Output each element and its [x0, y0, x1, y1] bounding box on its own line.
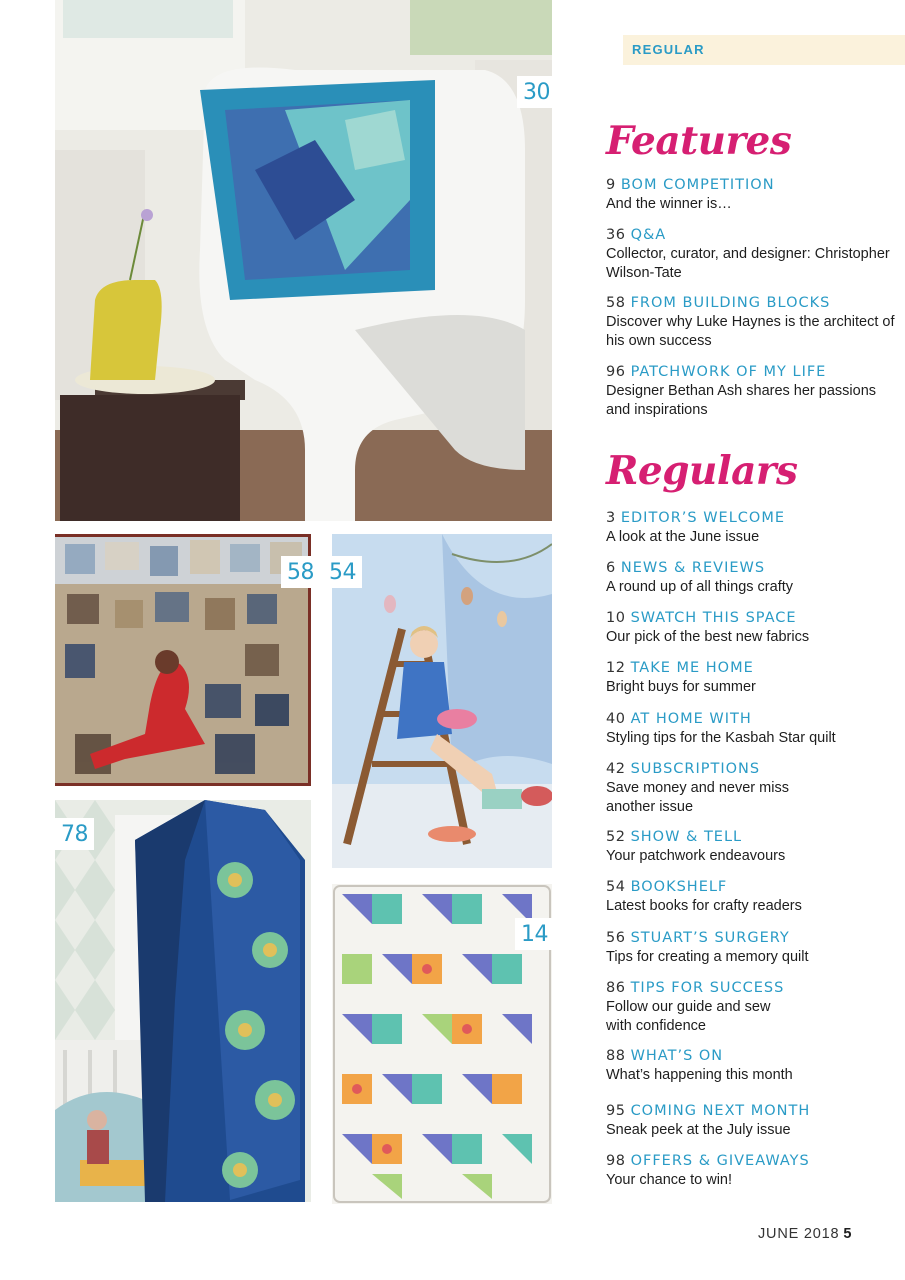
regulars-entry[interactable]: [606, 878, 896, 916]
entry-title[interactable]: PATCHWORK OF MY LIFE: [630, 364, 827, 380]
regulars-entry[interactable]: [606, 760, 896, 816]
entry-title[interactable]: SUBSCRIPTIONS: [630, 761, 761, 777]
entry-page-number: 88: [606, 1048, 626, 1064]
regulars-entry[interactable]: [606, 609, 896, 647]
entry-page-number: 10: [606, 610, 626, 626]
page-ref-54[interactable]: 54: [325, 556, 362, 588]
entry-title[interactable]: COMING NEXT MONTH: [630, 1103, 811, 1119]
regulars-entry[interactable]: [606, 1152, 896, 1190]
entry-description: Our pick of the best new fabrics: [606, 629, 810, 645]
issue-date: JUNE 2018: [758, 1226, 840, 1242]
features-entry[interactable]: [606, 294, 896, 350]
photo-cushion-chair: [55, 0, 552, 521]
entry-page-number: 52: [606, 829, 626, 845]
page-number: 5: [843, 1226, 853, 1242]
regulars-entry[interactable]: [606, 828, 896, 866]
entry-page-number: 86: [606, 980, 626, 996]
entry-page-number: 56: [606, 930, 626, 946]
entry-description: Save money and never miss another issue: [606, 780, 789, 815]
photo-log-cabin-quilt: [55, 534, 311, 786]
entry-page-number: 12: [606, 660, 626, 676]
entry-title[interactable]: FROM BUILDING BLOCKS: [630, 295, 831, 311]
entry-page-number: 40: [606, 711, 626, 727]
entry-title[interactable]: BOOKSHELF: [630, 879, 728, 895]
entry-description: Latest books for crafty readers: [606, 898, 802, 914]
photo-girl-ladder: [332, 534, 552, 868]
entry-title[interactable]: EDITOR’S WELCOME: [620, 510, 786, 526]
regulars-entry[interactable]: [606, 509, 896, 547]
entry-title[interactable]: STUART’S SURGERY: [630, 930, 790, 946]
regulars-entry[interactable]: [606, 979, 896, 1035]
page-ref-58[interactable]: 58: [281, 556, 316, 588]
entry-description: What’s happening this month: [606, 1067, 793, 1083]
entry-title[interactable]: AT HOME WITH: [630, 711, 752, 727]
bed-quilt-illustration: [55, 800, 311, 1202]
entry-title[interactable]: OFFERS & GIVEAWAYS: [630, 1153, 810, 1169]
features-entry[interactable]: [606, 363, 896, 419]
entry-description: Designer Bethan Ash shares her passions and inspirations: [606, 383, 877, 418]
entry-description: Styling tips for the Kasbah Star quilt: [606, 730, 836, 746]
log-cabin-illustration: [55, 534, 311, 786]
entry-page-number: 95: [606, 1103, 626, 1119]
entry-title[interactable]: TAKE ME HOME: [630, 660, 754, 676]
entry-description: Collector, curator, and designer: Christopher Wilson-Tate: [606, 246, 890, 281]
regulars-entry[interactable]: [606, 1047, 896, 1085]
features-entry[interactable]: [606, 226, 896, 282]
page-ref-14[interactable]: 14: [515, 918, 554, 950]
entry-page-number: 42: [606, 761, 626, 777]
section-tag: [623, 35, 905, 65]
regulars-entry[interactable]: [606, 1102, 896, 1140]
entry-page-number: 54: [606, 879, 626, 895]
entry-description: Your patchwork endeavours: [606, 848, 786, 864]
entry-title[interactable]: BOM COMPETITION: [620, 177, 775, 193]
entry-description: And the winner is…: [606, 196, 732, 212]
regulars-entry[interactable]: [606, 710, 896, 748]
regulars-entry[interactable]: [606, 559, 896, 597]
entry-page-number: 36: [606, 227, 626, 243]
entry-title[interactable]: TIPS FOR SUCCESS: [630, 980, 785, 996]
entry-title[interactable]: NEWS & REVIEWS: [620, 560, 766, 576]
regulars-heading: Regulars: [606, 448, 798, 494]
entry-description: Your chance to win!: [606, 1172, 733, 1188]
photo-bed-quilt: [55, 800, 311, 1202]
entry-page-number: 3: [606, 510, 616, 526]
entry-page-number: 58: [606, 295, 626, 311]
page-ref-30[interactable]: 30: [517, 76, 556, 108]
entry-description: Bright buys for summer: [606, 679, 756, 695]
regulars-entry[interactable]: [606, 659, 896, 697]
regulars-entry[interactable]: [606, 929, 896, 967]
entry-page-number: 6: [606, 560, 616, 576]
entry-title[interactable]: WHAT’S ON: [630, 1048, 724, 1064]
entry-description: Follow our guide and sew with confidence: [606, 999, 771, 1034]
entry-page-number: 96: [606, 364, 626, 380]
entry-description: A round up of all things crafty: [606, 579, 793, 595]
entry-title[interactable]: SHOW & TELL: [630, 829, 743, 845]
entry-page-number: 98: [606, 1153, 626, 1169]
page-ref-78[interactable]: 78: [55, 818, 94, 850]
entry-title[interactable]: SWATCH THIS SPACE: [630, 610, 797, 626]
features-heading: Features: [606, 118, 792, 164]
entry-description: Sneak peek at the July issue: [606, 1122, 791, 1138]
page-folio: [758, 1226, 852, 1242]
features-entry[interactable]: [606, 176, 896, 214]
entry-description: Tips for creating a memory quilt: [606, 949, 809, 965]
girl-ladder-illustration: [332, 534, 552, 868]
entry-title[interactable]: Q&A: [630, 227, 667, 243]
entry-page-number: 9: [606, 177, 616, 193]
entry-description: A look at the June issue: [606, 529, 760, 545]
entry-description: Discover why Luke Haynes is the architect of his own success: [606, 314, 895, 349]
section-tag-label: REGULAR: [632, 42, 705, 57]
cushion-chair-illustration: [55, 0, 552, 521]
